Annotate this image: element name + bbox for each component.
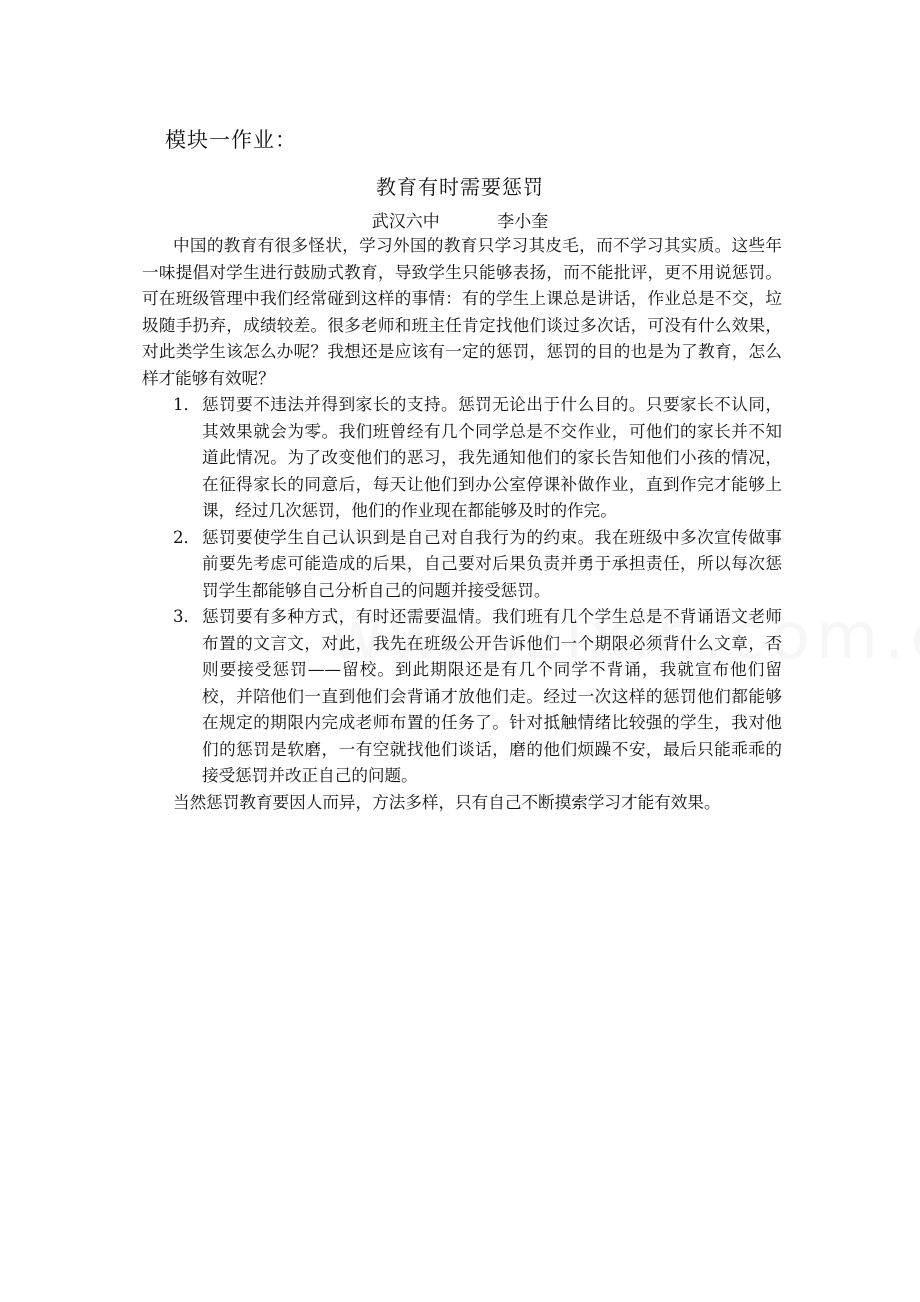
list-item-text: 惩罚要不违法并得到家长的支持。惩罚无论出于什么目的。只要家长不认同，其效果就会为零。我们班曾经有几个同学总是不交作业，可他们的家长并不知道此情况。为了改变他们的恶习，我先通知他们的家长告知他们小孩的情况，在征得家长的同意后，每天让他们到办公室停课补做作业，直到作完才能够上课，经过几次惩罚，他们的作业现在都能够及时的作完。 [202,395,782,520]
list-item-text: 惩罚要有多种方式，有时还需要温情。我们班有几个学生总是不背诵语文老师布置的文言文，对此，我先在班级公开告诉他们一个期限必须背什么文章，否则要接受惩罚——留校。到此期限还是有几个同学不背诵，我就宣布他们留校，并陪他们一直到他们会背诵才放他们走。经过一次这样的惩罚他们都能够在规定的期限内完成老师布置的任务了。针对抵触情绪比较强的学生，我对他们的惩罚是软磨，一有空就找他们谈话，磨的他们烦躁不安，最后只能乖乖的接受惩罚并改正自己的问题。 [202,607,782,785]
byline [0,207,920,232]
list-item-number: 3． [173,607,201,626]
list-item [142,604,782,790]
article-title: 教育有时需要惩罚 [376,175,544,199]
list-item [142,525,782,605]
byline-school: 武汉六中 [371,212,440,232]
closing-paragraph: 当然惩罚教育要因人而异，方法多样，只有自己不断摸索学习才能有效果。 [173,792,721,812]
list-item-number: 2． [173,527,201,547]
intro-paragraph: 中国的教育有很多怪状，学习外国的教育只学习其皮毛，而不学习其实质。这些年一味提倡对学生进行鼓励式教育，导致学生只能够表扬，而不能批评，更不用说惩罚。可在班级管理中我们经常碰到这样的事情：有的学生上课总是讲话，作业总是不交，垃圾随手扔弃，成绩较差。很多老师和班主任肯定找他们谈过多次话，可没有什么效果，对此类学生该怎么办呢？我想还是应该有一定的惩罚，惩罚的目的也是为了教育，怎么样才能够有效呢？ [142,236,782,388]
module-label: 模块一作业： [165,128,297,152]
list-item [142,392,782,525]
list-item-number: 1． [173,395,201,414]
numbered-list [142,392,782,790]
byline-author: 李小奎 [497,212,549,232]
article-body [142,233,782,816]
list-item-text: 惩罚要使学生自己认识到是自己对自我行为的约束。我在班级中多次宣传做事前要先考虑可能造成的后果，自己要对后果负责并勇于承担责任，所以每次惩罚学生都能够自己分析自己的问题并接受惩罚。 [202,527,782,600]
